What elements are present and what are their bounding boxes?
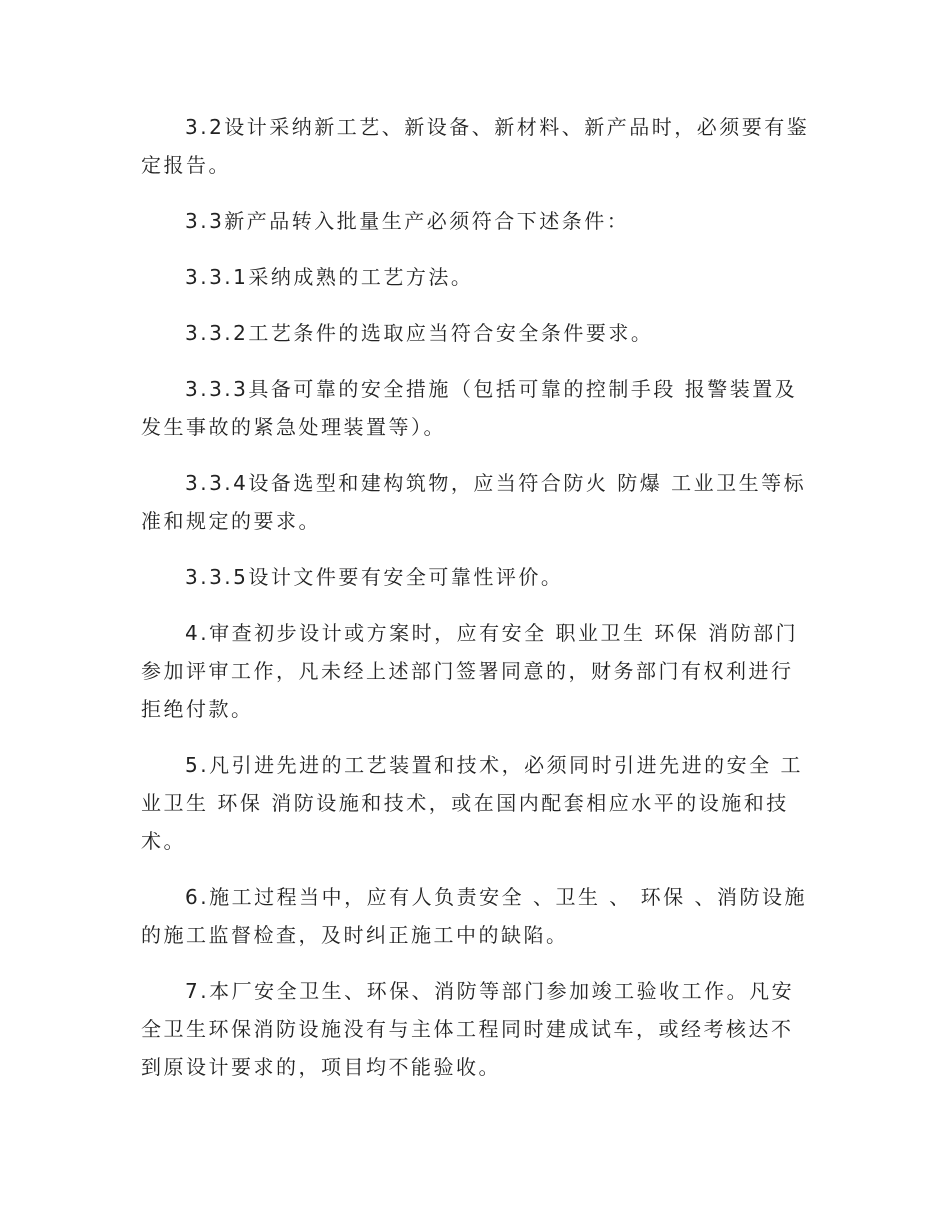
paragraph-3-3-2: 3.3.2工艺条件的选取应当符合安全条件要求。 [185,321,654,345]
document-body [141,108,811,1104]
paragraph-7: 7.本厂安全卫生、环保、消防等部门参加竣工验收工作。凡安全卫生环保消防设施没有与主体工程同时建成试车，或经考核达不到原设计要求的，项目均不能验收。 [141,979,795,1079]
paragraph-3-3-1: 3.3.1采纳成熟的工艺方法。 [185,265,474,289]
paragraph-3-3: 3.3新产品转入批量生产必须符合下述条件： [185,209,630,233]
paragraph-3-2: 3.2设计采纳新工艺、新设备、新材料、新产品时，必须要有鉴定报告。 [141,115,810,177]
paragraph-3-3-5: 3.3.5设计文件要有安全可靠性评价。 [185,565,564,589]
paragraph-4: 4.审查初步设计或方案时，应有安全 职业卫生 环保 消防部门参加评审工作，凡未经上述部门签署同意的，财务部门有权利进行拒绝付款。 [141,621,799,721]
paragraph-3-3-4: 3.3.4设备选型和建构筑物，应当符合防火 防爆 工业卫生等标准和规定的要求。 [141,471,807,533]
paragraph-5: 5.凡引进先进的工艺装置和技术，必须同时引进先进的安全 工业卫生 环保 消防设施和技术，或在国内配套相应水平的设施和技术。 [141,753,803,853]
paragraph-3-3-3: 3.3.3具备可靠的安全措施（包括可靠的控制手段 报警装置及发生事故的紧急处理装置等）。 [141,377,798,439]
paragraph-6: 6.施工过程当中，应有人负责安全 、卫生 、 环保 、消防设施的施工监督检查，及时纠正施工中的缺陷。 [141,885,808,947]
